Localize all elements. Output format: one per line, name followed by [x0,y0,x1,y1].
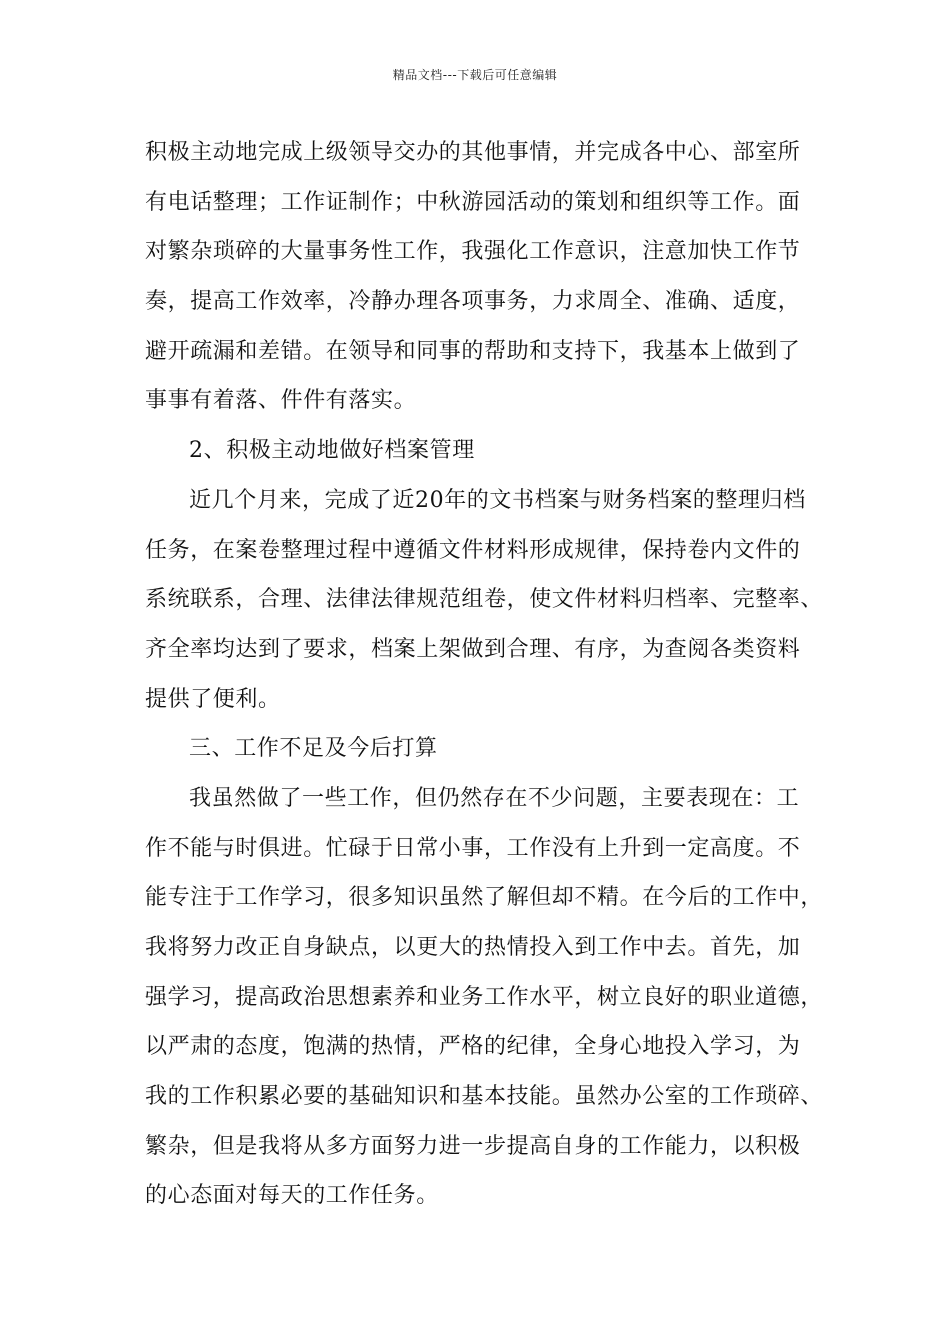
text-line: 的心态面对每天的工作任务。 [145,1183,439,1209]
text-line: 强学习，提高政治思想素养和业务工作水平，树立良好的职业道德， [145,984,824,1010]
text-line: 对繁杂琐碎的大量事务性工作，我强化工作意识，注意加快工作节 [145,239,801,265]
page-header: 精品文档---下载后可任意编辑 [392,68,558,82]
paragraph-start-line: 近几个月来，完成了近20年的文书档案与财务档案的整理归档 [189,487,806,513]
text-line: 我的工作积累必要的基础知识和基本技能。虽然办公室的工作琐碎、 [145,1084,824,1110]
section-heading: 2、积极主动地做好档案管理 [189,438,475,464]
text-line: 任务，在案卷整理过程中遵循文件材料形成规律，保持卷内文件的 [145,537,801,563]
text-line: 事事有着落、件件有落实。 [145,388,417,414]
text-line: 避开疏漏和差错。在领导和同事的帮助和支持下，我基本上做到了 [145,338,801,364]
text-line: 能专注于工作学习，很多知识虽然了解但却不精。在今后的工作中， [145,885,824,911]
text-line: 积极主动地完成上级领导交办的其他事情，并完成各中心、部室所 [145,140,801,165]
text-line: 奏，提高工作效率，冷静办理各项事务，力求周全、准确、适度， [145,289,801,315]
text-line: 提供了便利。 [145,686,281,712]
text-line: 繁杂，但是我将从多方面努力进一步提高自身的工作能力，以积极 [145,1133,801,1159]
text-line: 有电话整理；工作证制作；中秋游园活动的策划和组织等工作。面 [145,189,801,215]
text-line: 以严肃的态度，饱满的热情，严格的纪律，全身心地投入学习，为 [145,1034,801,1060]
text-line: 齐全率均达到了要求，档案上架做到合理、有序，为查阅各类资料 [145,636,801,662]
text-line: 作不能与时俱进。忙碌于日常小事，工作没有上升到一定高度。不 [145,835,801,861]
section-heading: 三、工作不足及今后打算 [189,736,438,762]
text-line: 我将努力改正自身缺点，以更大的热情投入到工作中去。首先，加 [145,935,801,960]
text-line: 系统联系，合理、法律法律规范组卷，使文件材料归档率、完整率、 [145,587,824,613]
document-body [145,128,824,1221]
paragraph-start-line: 我虽然做了一些工作，但仍然存在不少问题，主要表现在：工 [189,785,800,811]
